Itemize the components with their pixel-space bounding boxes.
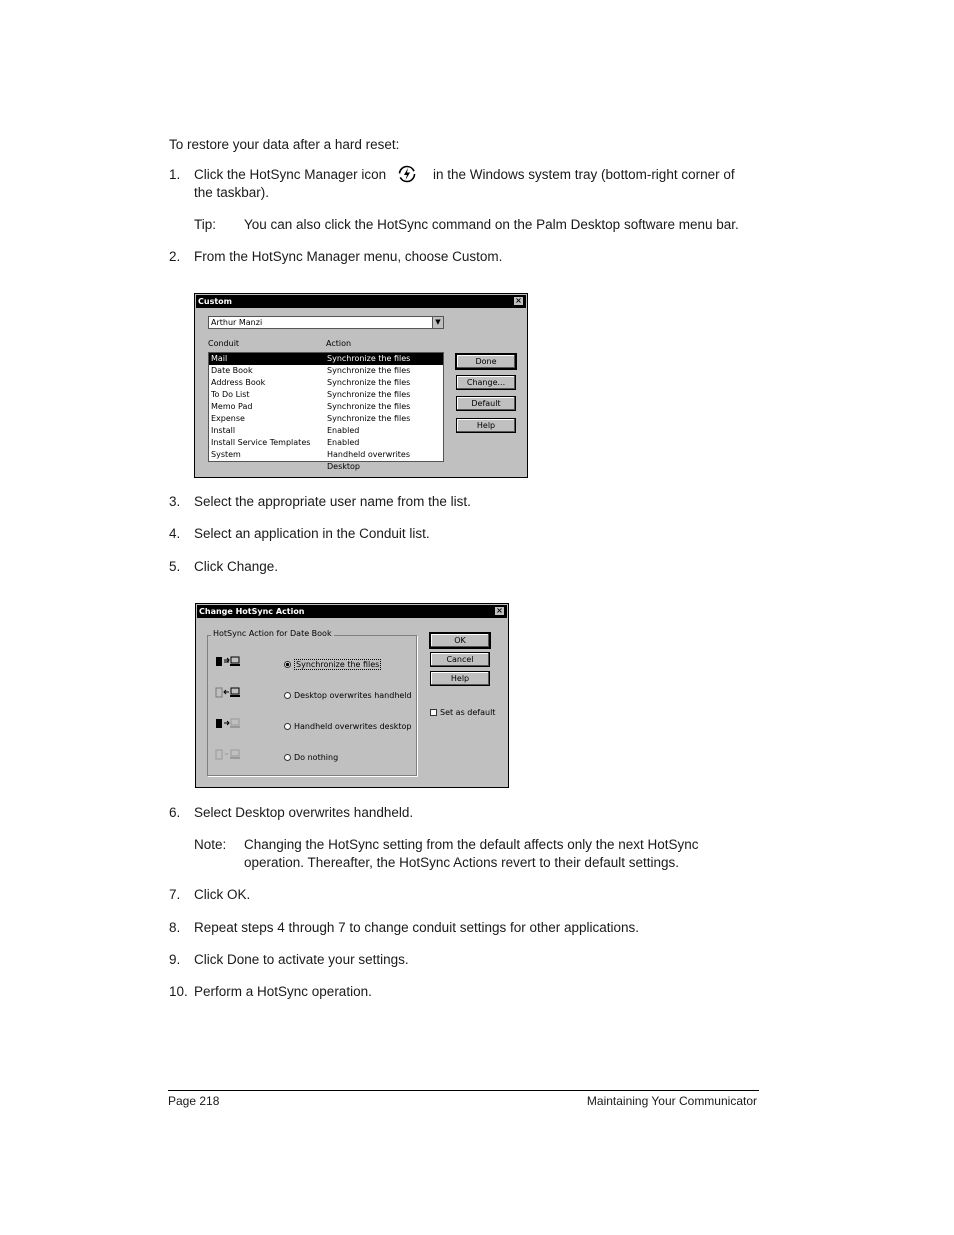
- default-button[interactable]: Default: [456, 396, 516, 411]
- change-button[interactable]: Change...: [456, 375, 516, 390]
- radio-do-nothing[interactable]: Do nothing: [284, 753, 338, 763]
- tip-label: Tip:: [194, 217, 217, 232]
- step-text: Repeat steps 4 through 7 to change conduit settings for other applications.: [194, 920, 640, 935]
- radio-icon: [284, 754, 291, 761]
- step-text: From the HotSync Manager menu, choose Custom.: [194, 249, 503, 264]
- step-number: 4.: [169, 526, 181, 541]
- tip-text: You can also click the HotSync command on the Palm Desktop software menu bar.: [244, 217, 739, 232]
- note-label: Note:: [194, 837, 227, 852]
- group-label: HotSync Action for Date Book: [213, 629, 332, 638]
- section-name: Maintaining Your Communicator: [586, 1094, 757, 1108]
- step-number: 2.: [169, 249, 181, 264]
- dialog-titlebar: [197, 605, 507, 618]
- step-number: 9.: [169, 952, 181, 967]
- step-number: 7.: [169, 887, 181, 902]
- step-text: Select an application in the Conduit list.: [194, 526, 430, 541]
- conduit-column-header: Conduit: [208, 339, 240, 348]
- step-number: 1.: [169, 167, 181, 182]
- radio-desktop-overwrites[interactable]: Desktop overwrites handheld: [284, 691, 412, 701]
- step-number: 5.: [169, 559, 181, 574]
- footer-divider: [168, 1090, 759, 1091]
- close-icon[interactable]: ×: [513, 296, 524, 306]
- step-text: Click Done to activate your settings.: [194, 952, 409, 967]
- step-text: in the Windows system tray (bottom-right corner of: [433, 167, 735, 182]
- list-item[interactable]: Install Enabled: [211, 426, 360, 435]
- help-button[interactable]: Help: [456, 418, 516, 433]
- list-item[interactable]: Install Service Templates Enabled: [211, 438, 360, 447]
- cancel-button[interactable]: Cancel: [430, 652, 490, 667]
- list-item[interactable]: To Do List Synchronize the files: [211, 390, 411, 399]
- note-text: operation. Thereafter, the HotSync Actions revert to their default settings.: [244, 855, 679, 870]
- list-item[interactable]: Expense Synchronize the files: [211, 414, 411, 423]
- section-heading: To restore your data after a hard reset:: [169, 137, 400, 152]
- user-select-value: Arthur Manzi: [211, 318, 263, 327]
- step-text: Select Desktop overwrites handheld.: [194, 805, 414, 820]
- list-item[interactable]: Address Book Synchronize the files: [211, 378, 411, 387]
- desktop-to-handheld-icon: [215, 686, 241, 698]
- step-text: Perform a HotSync operation.: [194, 984, 372, 999]
- chevron-down-icon[interactable]: ▼: [432, 317, 443, 328]
- list-item[interactable]: Mail Synchronize the files: [209, 353, 443, 365]
- step-number: 6.: [169, 805, 181, 820]
- radio-handheld-overwrites[interactable]: Handheld overwrites desktop: [284, 722, 411, 732]
- step-number: 10.: [169, 984, 188, 999]
- dialog-title: Custom: [198, 297, 232, 306]
- step-number: 8.: [169, 920, 181, 935]
- dialog-titlebar: [196, 295, 526, 308]
- step-text: Select the appropriate user name from the list.: [194, 494, 471, 509]
- synchronize-icon: [215, 655, 241, 667]
- step-text: Click the HotSync Manager icon: [194, 167, 387, 182]
- dialog-title: Change HotSync Action: [199, 607, 305, 616]
- handheld-to-desktop-icon: [215, 717, 241, 729]
- set-default-checkbox[interactable]: Set as default: [430, 708, 495, 718]
- step-text: Click Change.: [194, 559, 279, 574]
- list-item[interactable]: System Handheld overwrites Desktop: [211, 450, 411, 471]
- page-number: Page 218: [168, 1094, 220, 1108]
- do-nothing-icon: [215, 748, 241, 760]
- radio-icon: [284, 661, 291, 668]
- list-item[interactable]: Memo Pad Synchronize the files: [211, 402, 411, 411]
- help-button[interactable]: Help: [430, 671, 490, 686]
- step-number: 3.: [169, 494, 181, 509]
- conduit-list[interactable]: [208, 352, 444, 471]
- done-button[interactable]: Done: [456, 354, 516, 369]
- checkbox-icon: [430, 709, 437, 716]
- ok-button[interactable]: OK: [430, 633, 490, 648]
- radio-synchronize[interactable]: Synchronize the files: [284, 660, 381, 670]
- custom-dialog: [194, 293, 528, 478]
- user-select[interactable]: [208, 316, 444, 329]
- note-text: Changing the HotSync setting from the default affects only the next HotSync: [244, 837, 699, 852]
- change-hotsync-dialog: [195, 603, 509, 788]
- step-text: the taskbar).: [194, 185, 270, 200]
- step-text: Click OK.: [194, 887, 251, 902]
- list-item[interactable]: Date Book Synchronize the files: [211, 366, 411, 375]
- radio-icon: [284, 723, 291, 730]
- radio-icon: [284, 692, 291, 699]
- hotsync-icon: [397, 164, 417, 184]
- close-icon[interactable]: ×: [494, 606, 505, 616]
- action-column-header: Action: [326, 339, 352, 348]
